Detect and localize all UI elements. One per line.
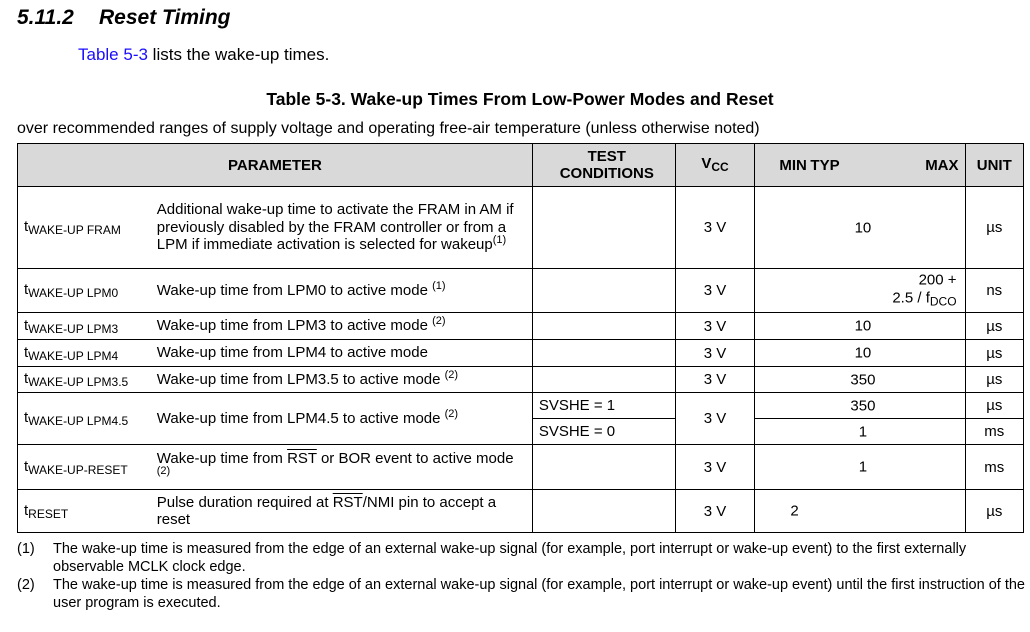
param-description: Wake-up time from LPM4 to active mode: [153, 340, 533, 367]
param-symbol: $t_{WAKE-UP LPM4.5}$: [18, 393, 153, 445]
header-parameter: PARAMETER: [18, 144, 533, 187]
test-condition: [532, 367, 675, 393]
unit-value: ms: [965, 445, 1023, 490]
vcc-value: 3 V: [675, 490, 755, 533]
header-test-conditions: [532, 144, 675, 187]
table-row: [18, 269, 1024, 313]
table-row: [18, 340, 1024, 367]
param-symbol: $t_{WAKE-UP LPM3}$: [18, 313, 153, 340]
param-symbol: $t_{RESET}$: [18, 490, 153, 533]
min-typ-max: [755, 187, 965, 269]
test-condition: SVSHE = 1: [532, 393, 675, 419]
footnote-ref[interactable]: (1): [432, 279, 446, 292]
vcc-value: 3 V: [675, 187, 755, 269]
min-typ-max: [755, 419, 965, 445]
vcc-value: 3 V: [675, 269, 755, 313]
header-min-typ-max: [755, 144, 965, 187]
vcc-value: 3 V: [675, 393, 755, 445]
header-vcc-main: V: [701, 154, 712, 172]
table-footnotes: [17, 540, 1027, 612]
footnote-mark: (1): [17, 541, 35, 557]
test-condition: [532, 340, 675, 367]
header-typ: TYP: [810, 156, 840, 174]
min-value: 2: [790, 502, 799, 520]
typ-value: 350: [850, 371, 876, 388]
rst-overline: $\overline{RST}$: [332, 493, 363, 511]
test-condition: [532, 490, 675, 533]
test-condition: [532, 445, 675, 490]
footnote-ref[interactable]: (2): [444, 407, 459, 420]
intro-text: lists the wake-up times.: [147, 45, 330, 64]
unit-value: ms: [965, 419, 1023, 445]
param-description: Wake-up time from LPM3.5 to active mode $^{(2)}$: [153, 367, 533, 393]
min-typ-max: [755, 269, 965, 313]
table-caption: Table 5-3. Wake-up Times From Low-Power Modes and Reset: [266, 89, 774, 109]
rst-overline: $\overline{RST}$: [287, 449, 317, 467]
test-condition: [532, 313, 675, 340]
unit-value: ns: [965, 269, 1023, 313]
min-typ-max: [755, 490, 965, 533]
param-description: Wake-up time from LPM4.5 to active mode $^{(2)}$: [153, 393, 533, 445]
param-symbol: $t_{WAKE-UP FRAM}$: [18, 187, 153, 269]
unit-value: µs: [965, 340, 1023, 367]
table-link[interactable]: Table 5-3: [78, 45, 148, 64]
param-description: Wake-up time from LPM3 to active mode $^{(2)}$: [153, 313, 533, 340]
typ-value: 1: [858, 423, 868, 440]
param-description: Wake-up time from $\overline{RST}$ or BOR event to active mode $^{(2)}$: [153, 445, 533, 490]
param-symbol: $t_{WAKE-UP LPM3.5}$: [18, 367, 153, 393]
table-subcaption: over recommended ranges of supply voltage and operating free-air temperature (unless otherwise noted): [17, 120, 760, 137]
min-typ-max: [755, 393, 965, 419]
footnote-1: [17, 540, 1027, 576]
footnote-text: The wake-up time is measured from the edge of an external wake-up signal (for example, port interrupt or wake-up event) to the first externally observable MCLK clock edge.: [53, 541, 967, 575]
header-test-line2: CONDITIONS: [559, 165, 654, 182]
footnote-ref[interactable]: (2): [444, 368, 459, 381]
table-header-row: [18, 144, 1024, 187]
min-typ-max: [755, 367, 965, 393]
footnote-2: [17, 576, 1027, 612]
header-vcc-sub: CC: [711, 159, 729, 174]
intro-paragraph: [78, 45, 329, 65]
footnote-text: The wake-up time is measured from the edge of an external wake-up signal (for example, port interrupt or wake-up event) until the first instruction of the user program is executed.: [53, 577, 1025, 611]
vcc-value: 3 V: [675, 340, 755, 367]
test-condition: [532, 269, 675, 313]
table-row: [18, 187, 1024, 269]
unit-value: µs: [965, 313, 1023, 340]
typ-value: 10: [854, 219, 872, 236]
header-max: MAX: [925, 156, 959, 174]
unit-value: µs: [965, 490, 1023, 533]
typ-value: 10: [854, 344, 872, 362]
header-vcc: [675, 144, 755, 187]
table-row: [18, 367, 1024, 393]
header-unit: UNIT: [965, 144, 1023, 187]
table-row: [18, 393, 1024, 419]
max-value: 200 + $2.5 / f_{DCO}$: [892, 271, 957, 308]
unit-value: µs: [965, 367, 1023, 393]
min-typ-max: [755, 340, 965, 367]
table-row: [18, 445, 1024, 490]
param-symbol: $t_{WAKE-UP LPM0}$: [18, 269, 153, 313]
footnote-ref[interactable]: (2): [156, 465, 171, 477]
footnote-ref[interactable]: (2): [432, 315, 446, 328]
param-description: Wake-up time from LPM0 to active mode $^{(1)}$: [153, 269, 533, 313]
param-symbol: $t_{WAKE-UP-RESET}$: [18, 445, 153, 490]
table-row: [18, 313, 1024, 340]
wake-up-times-table: [17, 143, 1024, 533]
typ-value: 1: [858, 458, 868, 476]
unit-value: µs: [965, 187, 1023, 269]
section-title: Reset Timing: [99, 6, 231, 29]
min-typ-max: [755, 445, 965, 490]
section-heading: [17, 6, 230, 30]
param-description: Pulse duration required at $\overline{RST}$/NMI pin to accept a reset: [153, 490, 533, 533]
typ-value: 350: [850, 397, 876, 414]
test-condition: SVSHE = 0: [532, 419, 675, 445]
param-description: Additional wake-up time to activate the FRAM in AM if previously disabled by the FRAM controller or from a LPM if immediate activation is selected for wakeup$^{(1)}$: [153, 187, 533, 269]
unit-value: µs: [965, 393, 1023, 419]
vcc-value: 3 V: [675, 445, 755, 490]
vcc-value: 3 V: [675, 313, 755, 340]
header-test-line1: TEST: [587, 148, 626, 165]
section-number: 5.11.2: [17, 6, 74, 29]
table-row: [18, 490, 1024, 533]
header-min: MIN: [779, 156, 807, 174]
footnote-mark: (2): [17, 577, 35, 593]
min-typ-max: [755, 313, 965, 340]
test-condition: [532, 187, 675, 269]
footnote-ref[interactable]: (1): [492, 234, 507, 247]
typ-value: 10: [854, 317, 872, 335]
vcc-value: 3 V: [675, 367, 755, 393]
param-symbol: $t_{WAKE-UP LPM4}$: [18, 340, 153, 367]
